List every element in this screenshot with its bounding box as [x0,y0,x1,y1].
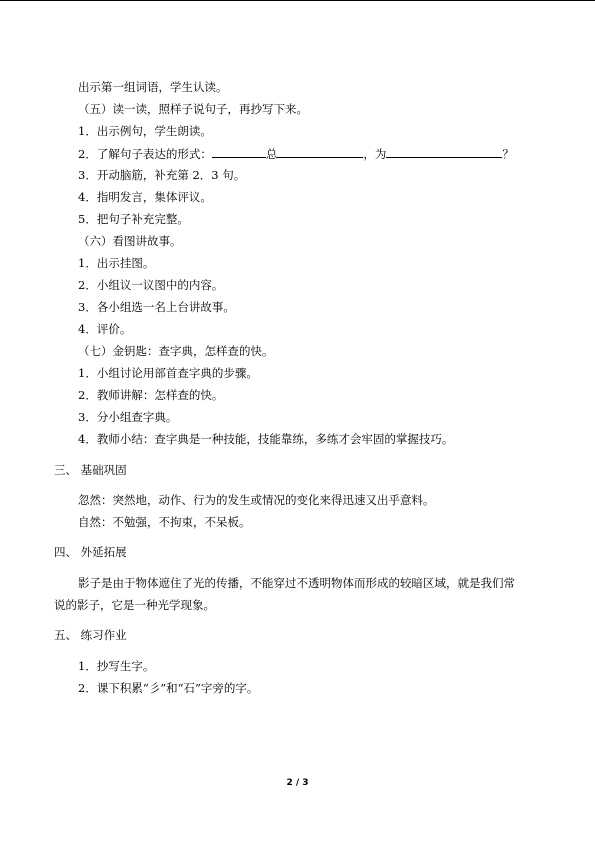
list-item: 2．小组议一议图中的内容。 [78,278,224,292]
list-item: 1．出示挂图。 [78,256,155,270]
list-item: 4．评价。 [78,322,132,336]
fill-in-word-wei: ，为 [363,147,387,161]
list-item: 1．抄写生字。 [78,659,155,673]
section-heading: 四、 外延拓展 [54,545,127,559]
section-heading: 五、 练习作业 [54,628,127,642]
list-item: 2．教师讲解：怎样查的快。 [78,388,224,402]
header-rule [0,0,595,1]
list-item: 3．分小组查字典。 [78,410,178,424]
fill-in-prefix: 2．了解句子表达的形式： [78,147,212,161]
section-heading: （七）金钥匙：查字典，怎样查的快。 [78,344,274,358]
list-item: 2．课下积累“彡”和“石”字旁的字。 [78,681,259,695]
section-heading: （五）读一读，照样子说句子，再抄写下来。 [78,102,308,116]
section-heading: 三、 基础巩固 [54,463,127,477]
definition-line: 忽然：突然地，动作、行为的发生或情况的变化来得迅速又出乎意料。 [78,493,435,507]
list-item: 4．教师小结：查字典是一种技能，技能靠练，多练才会牢固的掌握技巧。 [78,432,454,446]
list-item: 1．小组讨论用部首查字典的步骤。 [78,366,258,380]
blank-3 [386,146,502,158]
text-line: 出示第一组词语，学生认读。 [78,80,228,94]
fill-in-question-mark: ？ [502,147,514,161]
definition-line: 自然：不勉强，不拘束，不呆板。 [78,515,251,529]
blank-2 [277,146,363,158]
blank-1 [212,146,266,158]
list-item: 4．指明发言，集体评议。 [78,190,212,204]
list-item: 3．开动脑筋，补充第 2．3 句。 [78,168,246,182]
list-item: 1．出示例句，学生朗读。 [78,124,212,138]
section-heading: （六）看图讲故事。 [78,234,182,248]
fill-in-sentence [78,146,514,161]
list-item: 5．把句子补充完整。 [78,212,189,226]
paragraph-line: 说的影子，它是一种光学现象。 [54,598,215,612]
fill-in-word-zong: 总 [265,147,278,161]
page-number: 2 / 3 [286,778,309,788]
paragraph-line: 影子是由于物体遮住了光的传播，不能穿过不透明物体而形成的较暗区域，就是我们常 [78,576,515,590]
list-item: 3．各小组选一名上台讲故事。 [78,300,235,314]
